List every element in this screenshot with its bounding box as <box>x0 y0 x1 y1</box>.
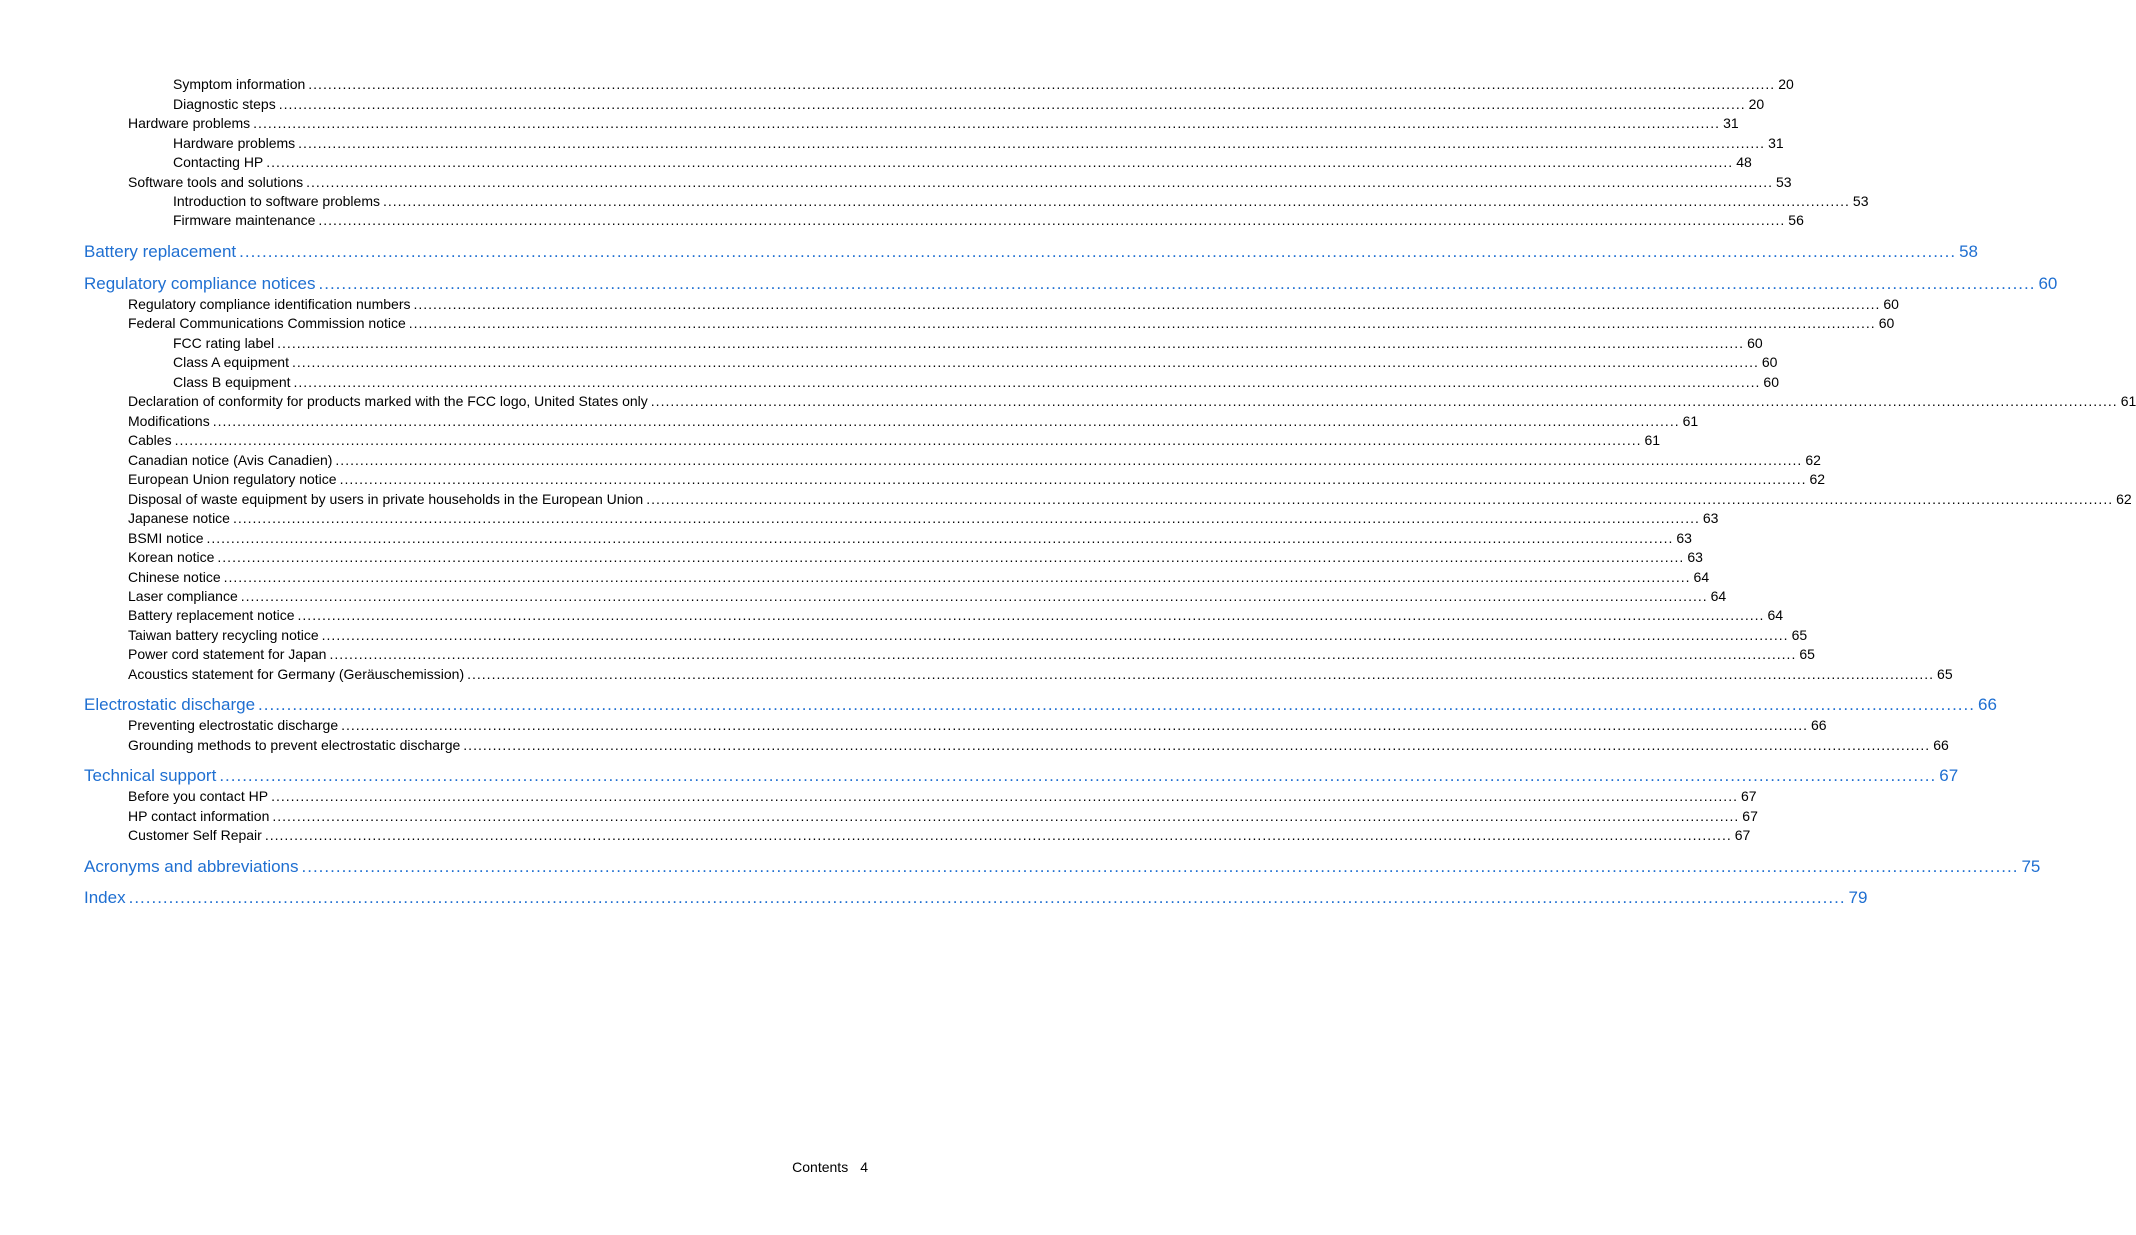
toc-entry-page: 65 <box>1799 646 1815 662</box>
toc-entry[interactable] <box>173 373 1779 392</box>
toc-entry-title: Contacting HP <box>173 154 264 170</box>
toc-entry[interactable] <box>128 490 2132 509</box>
toc-entry-page: 31 <box>1723 115 1739 131</box>
toc-entry-page: 67 <box>1939 766 1959 785</box>
toc-entry-title: Diagnostic steps <box>173 96 276 112</box>
toc-entry-title: Battery replacement notice <box>128 607 295 623</box>
toc-chapter-link[interactable] <box>84 240 1979 264</box>
toc-entry-title: Power cord statement for Japan <box>128 646 327 662</box>
toc-entry-title: Firmware maintenance <box>173 212 316 228</box>
toc-entry-page: 66 <box>1977 695 1997 714</box>
toc-entry[interactable] <box>128 826 1751 845</box>
footer-page-number: 4 <box>860 1159 868 1175</box>
toc-entry-page: 48 <box>1736 154 1752 170</box>
toc-entry[interactable] <box>128 807 1758 826</box>
toc-leader-dots: ............................................................................................................................................................................................................................................................................................................ <box>277 335 1745 351</box>
toc-entry-title: Before you contact HP <box>128 788 269 804</box>
toc-leader-dots: ............................................................................................................................................................................................................................................................................................................ <box>383 193 1850 209</box>
toc-leader-dots: ............................................................................................................................................................................................................................................................................................................ <box>341 717 1809 733</box>
toc-leader-dots: ............................................................................................................................................................................................................................................................................................................ <box>408 315 1876 331</box>
toc-entry-title: Electrostatic discharge <box>84 695 256 714</box>
toc-entry[interactable] <box>173 334 1763 353</box>
toc-leader-dots: ............................................................................................................................................................................................................................................................................................................ <box>272 808 1740 824</box>
toc-entry-page: 60 <box>1763 374 1779 390</box>
toc-entry-title: Declaration of conformity for products marked with the FCC logo, United States only <box>128 393 648 409</box>
toc-entry[interactable] <box>128 431 1661 450</box>
toc-entry-page: 75 <box>2021 857 2041 876</box>
toc-entry-title: Customer Self Repair <box>128 827 262 843</box>
toc-leader-dots: ............................................................................................................................................................................................................................................................................................................ <box>329 646 1797 662</box>
toc-entry-title: Hardware problems <box>128 115 251 131</box>
toc-leader-dots: ............................................................................................................................................................................................................................................................................................................ <box>232 510 1700 526</box>
toc-leader-dots: ............................................................................................................................................................................................................................................................................................................ <box>297 607 1765 623</box>
toc-leader-dots: ............................................................................................................................................................................................................................................................................................................ <box>271 788 1738 804</box>
toc-leader-dots: ............................................................................................................................................................................................................................................................................................................ <box>308 76 1776 92</box>
toc-leader-dots: ............................................................................................................................................................................................................................................................................................................ <box>240 588 1708 604</box>
toc-entry[interactable] <box>173 153 1752 172</box>
toc-entry-title: Taiwan battery recycling notice <box>128 627 319 643</box>
toc-entry-title: Class A equipment <box>173 354 289 370</box>
toc-entry-page: 60 <box>1747 335 1763 351</box>
toc-entry-page: 65 <box>1937 666 1953 682</box>
toc-entry[interactable] <box>128 787 1757 806</box>
toc-entry-page: 31 <box>1768 135 1784 151</box>
toc-entry-page: 60 <box>2038 274 2058 293</box>
toc-chapter-link[interactable] <box>84 764 1959 788</box>
toc-leader-dots: ............................................................................................................................................................................................................................................................................................................ <box>463 737 1931 753</box>
toc-entry-title: Technical support <box>84 766 217 785</box>
toc-entry-page: 64 <box>1767 607 1784 623</box>
toc-entry-title: Canadian notice (Avis Canadien) <box>128 452 333 468</box>
toc-chapter-link[interactable] <box>84 693 1997 717</box>
toc-entry[interactable] <box>128 606 1784 625</box>
toc-entry[interactable] <box>173 192 1869 211</box>
toc-entry[interactable] <box>173 75 1794 94</box>
toc-entry-page: 56 <box>1788 212 1804 228</box>
toc-entry-page: 62 <box>1805 452 1821 468</box>
toc-entry-title: FCC rating label <box>173 335 275 351</box>
toc-leader-dots: ............................................................................................................................................................................................................................................................................................................ <box>339 471 1807 487</box>
toc-leader-dots: ............................................................................................................................................................................................................................................................................................................ <box>128 888 1846 907</box>
toc-entry-page: 20 <box>1748 96 1765 112</box>
footer-section-label: Contents <box>792 1159 849 1175</box>
toc-entry[interactable] <box>128 392 2136 411</box>
toc-entry[interactable] <box>128 295 1899 314</box>
toc-entry[interactable] <box>128 470 1826 489</box>
toc-entry[interactable] <box>128 716 1827 735</box>
toc-leader-dots: ............................................................................................................................................................................................................................................................................................................ <box>258 695 1975 714</box>
toc-leader-dots: ............................................................................................................................................................................................................................................................................................................ <box>219 766 1937 785</box>
toc-leader-dots: ............................................................................................................................................................................................................................................................................................................ <box>467 666 1935 682</box>
toc-entry[interactable] <box>173 211 1804 230</box>
toc-entry-page: 66 <box>1933 737 1949 753</box>
toc-entry-title: Introduction to software problems <box>173 193 380 209</box>
toc-entry[interactable] <box>128 451 1821 470</box>
toc-entry-title: Korean notice <box>128 549 215 565</box>
toc-entry-title: Modifications <box>128 413 210 429</box>
toc-entry[interactable] <box>128 587 1727 606</box>
toc-leader-dots: ............................................................................................................................................................................................................................................................................................................ <box>223 569 1691 585</box>
toc-leader-dots: ............................................................................................................................................................................................................................................................................................................ <box>335 452 1803 468</box>
toc-leader-dots: ............................................................................................................................................................................................................................................................................................................ <box>318 212 1786 228</box>
toc-entry-page: 60 <box>1883 296 1899 312</box>
toc-entry[interactable] <box>173 95 1765 114</box>
toc-chapter-link[interactable] <box>84 855 2041 879</box>
toc-entry[interactable] <box>128 568 1710 587</box>
toc-leader-dots: ............................................................................................................................................................................................................................................................................................................ <box>239 242 1957 261</box>
toc-entry-page: 62 <box>2116 491 2132 507</box>
toc-entry-page: 61 <box>1644 432 1661 448</box>
toc-entry-title: Preventing electrostatic discharge <box>128 717 339 733</box>
toc-entry-page: 63 <box>1676 530 1692 546</box>
toc-leader-dots: ............................................................................................................................................................................................................................................................................................................ <box>278 96 1746 112</box>
toc-entry[interactable] <box>128 736 1949 755</box>
toc-entry-title: Japanese notice <box>128 510 230 526</box>
toc-entry-title: Cables <box>128 432 172 448</box>
toc-entry[interactable] <box>128 529 1692 548</box>
toc-entry-page: 63 <box>1702 510 1719 526</box>
toc-entry-title: Battery replacement <box>84 242 237 261</box>
toc-entry[interactable] <box>128 114 1739 133</box>
toc-leader-dots: ............................................................................................................................................................................................................................................................................................................ <box>253 115 1721 131</box>
toc-leader-dots: ............................................................................................................................................................................................................................................................................................................ <box>650 393 2118 409</box>
toc-entry-title: Laser compliance <box>128 588 238 604</box>
toc-entry[interactable] <box>128 626 1808 645</box>
toc-entry-page: 20 <box>1778 76 1794 92</box>
toc-entry-title: Federal Communications Commission notice <box>128 315 406 331</box>
toc-entry-page: 64 <box>1710 588 1727 604</box>
toc-entry-title: Symptom information <box>173 76 306 92</box>
toc-entry-title: Chinese notice <box>128 569 221 585</box>
toc-entry-page: 63 <box>1687 549 1703 565</box>
toc-leader-dots: ............................................................................................................................................................................................................................................................................................................ <box>206 530 1674 546</box>
toc-entry[interactable] <box>128 548 1703 567</box>
toc-entry-page: 61 <box>2120 393 2136 409</box>
toc-entry-title: European Union regulatory notice <box>128 471 337 487</box>
toc-entry-title: Regulatory compliance identification numbers <box>128 296 411 312</box>
toc-entry-page: 66 <box>1811 717 1827 733</box>
toc-entry-page: 53 <box>1852 193 1869 209</box>
toc-entry[interactable] <box>128 509 1719 528</box>
toc-entry[interactable] <box>173 134 1784 153</box>
toc-entry-title: Regulatory compliance notices <box>84 274 316 293</box>
toc-leader-dots: ............................................................................................................................................................................................................................................................................................................ <box>306 174 1774 190</box>
toc-entry-title: Software tools and solutions <box>128 174 304 190</box>
toc-entry[interactable] <box>128 412 1699 431</box>
toc-leader-dots: ............................................................................................................................................................................................................................................................................................................ <box>212 413 1680 429</box>
toc-chapter-link[interactable] <box>84 886 1868 910</box>
toc-leader-dots: ............................................................................................................................................................................................................................................................................................................ <box>291 354 1759 370</box>
toc-entry-title: BSMI notice <box>128 530 204 546</box>
toc-entry[interactable] <box>128 173 1792 192</box>
toc-entry-page: 60 <box>1878 315 1895 331</box>
toc-chapter-link[interactable] <box>84 272 2058 296</box>
toc-leader-dots: ............................................................................................................................................................................................................................................................................................................ <box>301 857 2019 876</box>
toc-entry-title: Grounding methods to prevent electrostatic discharge <box>128 737 461 753</box>
toc-entry-title: Disposal of waste equipment by users in private households in the European Union <box>128 491 644 507</box>
toc-leader-dots: ............................................................................................................................................................................................................................................................................................................ <box>174 432 1642 448</box>
toc-entry[interactable] <box>173 353 1778 372</box>
toc-leader-dots: ............................................................................................................................................................................................................................................................................................................ <box>646 491 2114 507</box>
toc-entry-page: 67 <box>1742 808 1758 824</box>
page-footer <box>792 1158 868 1177</box>
toc-leader-dots: ............................................................................................................................................................................................................................................................................................................ <box>266 154 1734 170</box>
toc-entry-title: Index <box>84 888 126 907</box>
toc-entry-page: 58 <box>1959 242 1979 261</box>
toc-entry-page: 67 <box>1734 827 1751 843</box>
toc-entry[interactable] <box>128 314 1895 333</box>
toc-entry-page: 64 <box>1693 569 1710 585</box>
toc-entry-title: HP contact information <box>128 808 270 824</box>
toc-entry-title: Acronyms and abbreviations <box>84 857 299 876</box>
toc-entry[interactable] <box>128 645 1815 664</box>
toc-entry-title: Class B equipment <box>173 374 291 390</box>
toc-leader-dots: ............................................................................................................................................................................................................................................................................................................ <box>217 549 1685 565</box>
toc-leader-dots: ............................................................................................................................................................................................................................................................................................................ <box>298 135 1766 151</box>
toc-entry-page: 53 <box>1776 174 1792 190</box>
toc-entry-page: 60 <box>1761 354 1778 370</box>
toc-entry-page: 61 <box>1682 413 1699 429</box>
toc-entry[interactable] <box>128 665 1953 684</box>
toc-entry-page: 65 <box>1791 627 1808 643</box>
toc-leader-dots: ............................................................................................................................................................................................................................................................................................................ <box>318 274 2036 293</box>
toc-leader-dots: ............................................................................................................................................................................................................................................................................................................ <box>293 374 1761 390</box>
toc-entry-page: 62 <box>1809 471 1826 487</box>
toc-entry-page: 67 <box>1740 788 1757 804</box>
toc-leader-dots: ............................................................................................................................................................................................................................................................................................................ <box>264 827 1732 843</box>
toc-leader-dots: ............................................................................................................................................................................................................................................................................................................ <box>321 627 1789 643</box>
toc-entry-page: 79 <box>1848 888 1868 907</box>
toc-entry-title: Acoustics statement for Germany (Geräuschemission) <box>128 666 465 682</box>
toc-entry-title: Hardware problems <box>173 135 296 151</box>
toc-leader-dots: ............................................................................................................................................................................................................................................................................................................ <box>413 296 1881 312</box>
